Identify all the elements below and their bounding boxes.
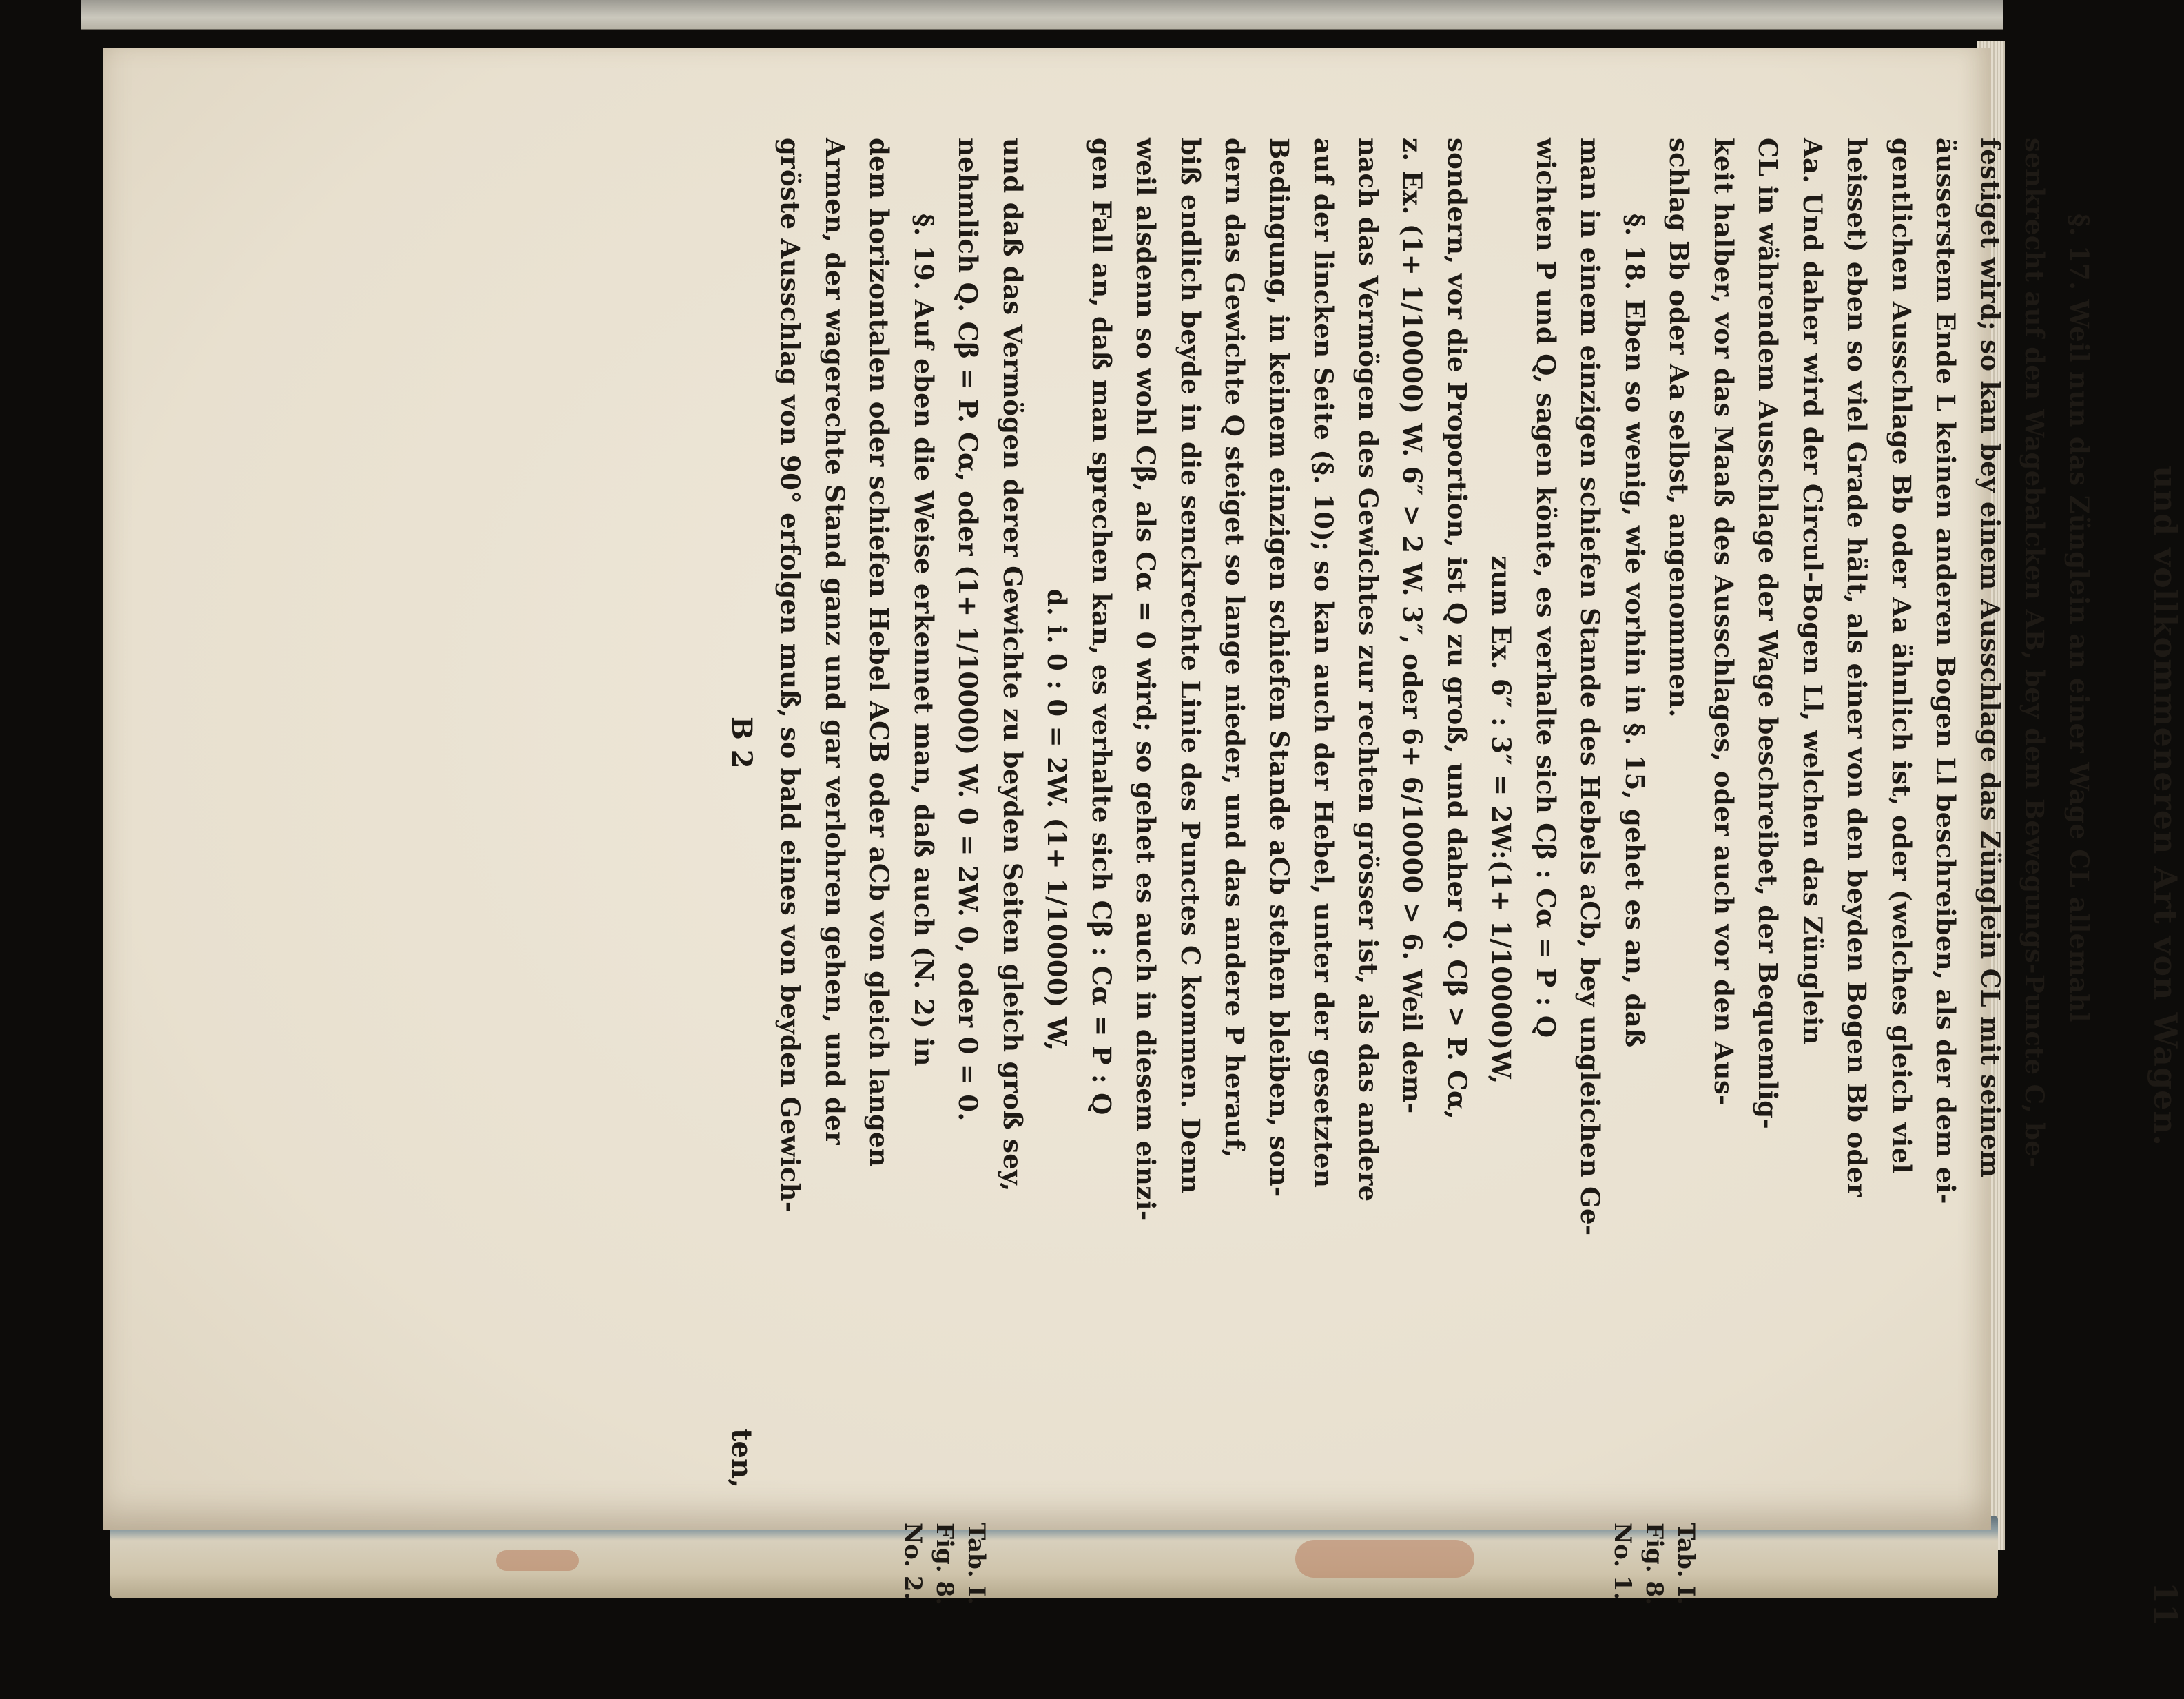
text-line: biß endlich beyde in die senckrechte Linie des Punctes C kommen. Denn [1175, 138, 1206, 1194]
text-line: auf der lincken Seite (§. 10); so kan auch der Hebel, unter der gesetzten [1308, 138, 1339, 1188]
text-line: wichten P und Q, sagen könte, es verhalte sich Cβ : Cα = P : Q [1531, 138, 1561, 1038]
book-binding-top [81, 0, 2003, 30]
text-line: gröste Ausschlag von 90° erfolgen muß, so bald eines von beyden Gewich- [775, 138, 806, 1213]
running-head [2136, 96, 2184, 1654]
text-line: weil alsdenn so wohl Cβ, als Cα = 0 wird; so gehet es auch in diesem einzi- [1131, 138, 1162, 1222]
text-line: §. 18. Eben so wenig, wie vorhin in §. 15, gehet es an, daß [1620, 214, 1650, 1048]
signature-mark: B 2 [725, 717, 758, 769]
text-line: gentlichen Ausschlage Bb oder Aa ähnlich ist, oder (welches gleich viel [1886, 138, 1917, 1174]
text-line: senkrecht auf den Wagebalcken AB, bey dem Bewegungs-Puncte C, be- [2019, 138, 2050, 1168]
text-line: nach das Vermögen des Gewichtes zur rechten grösser ist, als das andere [1353, 138, 1383, 1202]
text-line: §. 19. Auf eben die Weise erkennet man, daß auch (N. 2) in [909, 214, 939, 1067]
text-line: äusserstem Ende L keinen anderen Bogen Ll beschreiben, als der dem ei- [1930, 138, 1961, 1204]
text-line: z. Ex. (1+ 1/10000) W. 6″ > 2 W. 3″, oder 6+ 6/10000 > 6. Weil dem- [1397, 138, 1428, 1114]
page-footer [710, 96, 758, 1654]
text-line: dern das Gewichte Q steiget so lange nieder, und das andere P herauf, [1219, 138, 1250, 1158]
text-line: zum Ex. 6″ : 3″ = 2W:(1+ 1/10000)W, [1486, 555, 1517, 1084]
text-line: heisset) eben so viel Grade hält, als einer von den beyden Bogen Bb oder [1842, 138, 1873, 1197]
text-line: Aa. Und daher wird der Circul-Bogen Ll, welchen das Zünglein [1797, 138, 1828, 1045]
book-page [103, 48, 2184, 1626]
text-line: festiget wird; so kan bey einem Ausschlage das Zünglein CL mit seinem [1975, 138, 2006, 1178]
text-line: gen Fall an, daß man sprechen kan, es verhalte sich Cβ : Cα = P : Q [1086, 138, 1117, 1115]
text-line: sondern, vor die Proportion, ist Q zu groß, und daher Q. Cβ > P. Cα, [1442, 138, 1472, 1120]
text-line: Bedingung, in keinem einzigen schiefen Stande aCb stehen bleiben, son- [1264, 138, 1295, 1197]
catchword: ten, [725, 1428, 758, 1488]
page-title: und vollkommeneren Art von Wagen. [2147, 466, 2184, 1146]
text-line: d. i. 0 : 0 = 2W. (1+ 1/10000) W, [1042, 588, 1073, 1051]
text-line: schlag Bb oder Aa selbst, angenommen. [1664, 138, 1695, 718]
margin-note-2: Tab. I. Fig. 8. No. 2. [899, 1523, 990, 1605]
text-line: nehmlich Q. Cβ = P. Cα, oder (1+ 1/10000) W. 0 = 2W. 0, oder 0 = 0. [953, 138, 984, 1122]
text-line: dem horizontalen oder schiefen Hebel ACB oder aCb von gleich langen [864, 138, 895, 1168]
text-line: keit halber, vor das Maaß des Ausschlages, oder auch vor den Aus- [1709, 138, 1739, 1106]
text-line: §. 17. Weil nun das Zünglein an einer Wage CL allemahl [2064, 214, 2094, 1022]
page-number: 11 [2147, 1581, 2184, 1626]
text-line: und daß das Vermögen derer Gewichte zu beyden Seiten gleich groß sey, [998, 138, 1028, 1192]
body-text [768, 138, 2101, 1502]
text-line: Armen, der wagerechte Stand ganz und gar verlohren gehen, und der [820, 138, 850, 1145]
rotated-text-block [214, 96, 2184, 1654]
text-line: CL in währendem Ausschlage der Wage beschreibet, der Bequemlig- [1753, 138, 1784, 1130]
margin-note-1: Tab. I. Fig. 8. No. 1. [1609, 1523, 1700, 1605]
text-line: man in einem einzigen schiefen Stande des Hebels aCb, bey ungleichen Ge- [1575, 138, 1606, 1236]
